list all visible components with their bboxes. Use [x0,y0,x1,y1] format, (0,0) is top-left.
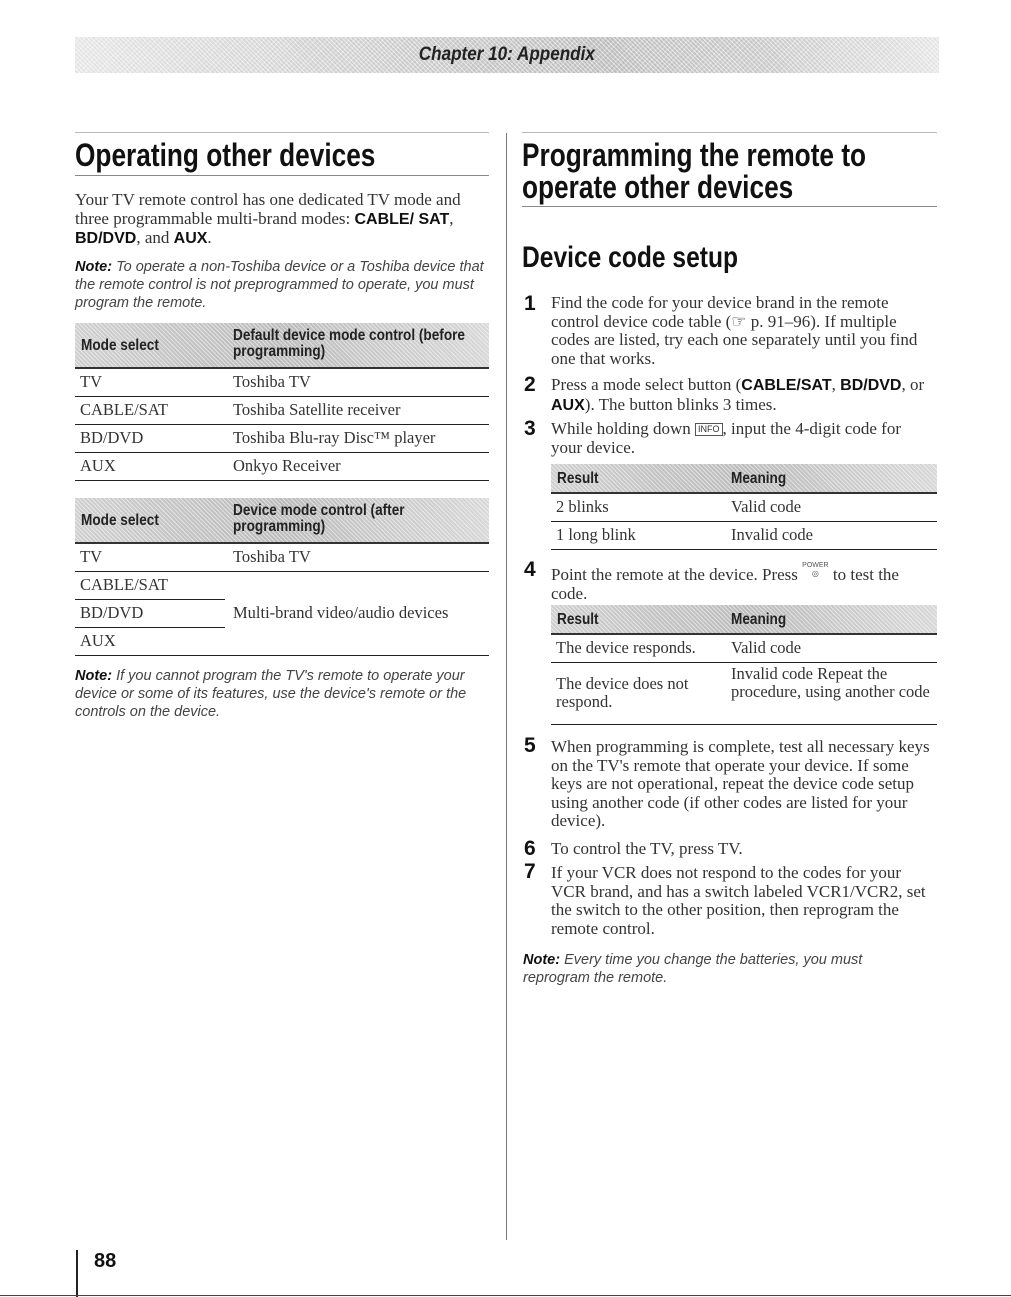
table-row [75,453,489,481]
step-number: 7 [524,860,536,883]
note-batteries [523,951,933,987]
step-2-text-part: Press a mode select button ( [551,375,742,394]
page-number: 88 [94,1250,117,1272]
intro-mode-bddvd: BD/DVD [75,230,137,247]
note-label: Note: [523,952,561,968]
step-number: 4 [524,558,536,581]
table-header [551,464,937,494]
column-header-meaning: Meaning [731,611,787,628]
table-cell: Invalid code Repeat the procedure, using another code [731,664,930,701]
intro-text: Your TV remote control has one dedicated TV mode and three programmable multi-brand modes: [75,190,461,228]
column-header-result: Result [557,611,599,628]
step-4-text-part: Point the remote at the device. Press [551,565,803,584]
default-mode-table [75,323,489,481]
chapter-title: Chapter 10: Appendix [418,44,596,65]
right-heading-line2: operate other devices [522,169,794,205]
table-row [75,544,489,572]
table-row [75,369,489,397]
column-header-mode-select: Mode select [81,337,159,354]
intro-sep: , [449,208,454,228]
table-cell: Invalid code [731,525,814,544]
step-number: 3 [524,417,536,440]
info-button-icon: INFO [695,423,723,436]
table-row [551,663,937,725]
column-header-after-control: Device mode control (after programming) [233,502,405,535]
table-cell: TV [80,547,102,566]
left-heading-bottom-rule [75,175,489,176]
right-heading-bottom-rule [522,206,937,207]
step-number: 2 [524,373,536,396]
column-header-meaning: Meaning [731,470,787,487]
table-header [551,605,937,635]
column-header-default-control: Default device mode control (before programming) [233,327,465,360]
table-row [551,494,937,522]
footer-bottom-rule [0,1295,1011,1296]
note-program-remote [75,258,485,312]
right-heading-line1: Programming the remote to [522,137,867,173]
step-6-text: To control the TV, press TV. [551,839,743,858]
step-number: 1 [524,292,536,315]
table-row [551,635,937,663]
step-number: 5 [524,734,536,757]
column-header-mode-select: Mode select [81,512,159,529]
bddvd-button-label: BD/DVD [840,377,902,394]
step-3-text-part: , input the 4-digit code for your device. [551,419,901,457]
table-cell: AUX [80,456,116,475]
table-cell: The device does not respond. [556,674,689,711]
intro-mode-cablesat: CABLE/ SAT [354,210,450,228]
note-cannot-program [75,667,485,721]
table-cell: Toshiba Satellite receiver [233,400,401,419]
step-number: 6 [524,837,536,860]
device-response-table [551,605,937,725]
after-programming-table [75,498,489,656]
table-cell: BD/DVD [80,428,144,447]
table-row [75,600,225,628]
page-number-bar [76,1250,78,1297]
step-4-text-part: to test the code. [551,565,899,603]
merged-rows-group [75,572,489,656]
table-cell: CABLE/SAT [80,400,169,419]
table-cell: Toshiba TV [233,547,311,566]
table-cell: CABLE/SAT [80,575,169,594]
intro-sep: , and [136,228,174,247]
cablesat-button-label: CABLE/SAT [741,377,832,394]
step-3-text-part: While holding down [551,419,696,438]
power-button-icon: POWER ◎ [802,562,829,578]
table-cell: The device responds. [556,638,696,657]
step-3-text [551,420,936,457]
table-cell: TV [80,372,102,391]
intro-paragraph [75,191,495,249]
left-heading-top-rule [75,132,489,133]
step-5-text: When programming is complete, test all necessary keys on the TV's remote that operate your device. If some keys are not operational, repeat the device code setup using another code (if other codes are listed for your device). [551,737,930,830]
table-row [551,522,937,550]
table-cell: Onkyo Receiver [233,456,341,475]
step-7-text: If your VCR does not respond to the codes for your VCR brand, and has a switch labeled VCR1/VCR2, set the switch to the other position, then reprogram the remote control. [551,863,926,938]
table-cell: Toshiba TV [233,372,311,391]
note-text: Every time you change the batteries, you must reprogram the remote. [523,952,863,986]
column-header-result: Result [557,470,599,487]
left-heading: Operating other devices [75,137,376,173]
step-2-text [551,376,941,415]
table-row [75,572,225,600]
step-2-text-part: , or [901,375,925,394]
note-label: Note: [75,259,113,275]
power-icon-label: POWER [802,562,829,569]
table-row [75,425,489,453]
step-4-text [551,561,936,603]
note-text: To operate a non-Toshiba device or a Toshiba device that the remote control is not preprogrammed to operate, you must program the remote. [75,259,484,311]
note-text: If you cannot program the TV's remote to operate your device or some of its features, use the device's remote or the controls on the device. [75,668,467,720]
aux-button-label: AUX [551,396,585,414]
table-row [75,397,489,425]
step-1-text: Find the code for your device brand in the remote control device code table (☞ p. 91–96). If multiple codes are listed, try each one separately until you find one that works. [551,293,918,368]
column-divider [506,133,507,1240]
table-cell: Valid code [731,638,802,657]
table-cell-merged: Multi-brand video/audio devices [233,603,449,622]
table-cell: AUX [80,631,116,650]
table-header [75,498,489,544]
intro-mode-aux: AUX [173,230,208,247]
blink-result-table [551,464,937,550]
step-2-sep: , [831,375,841,394]
table-cell: Toshiba Blu-ray Disc™ player [233,428,436,447]
device-code-setup-heading: Device code setup [522,241,739,274]
right-heading-top-rule [522,132,937,133]
table-header [75,323,489,369]
step-2-text-part: ). The button blinks 3 times. [584,394,777,414]
table-cell: Valid code [731,497,802,516]
chapter-header-band [75,37,939,73]
intro-end: . [207,228,212,247]
note-label: Note: [75,668,113,684]
table-cell: 1 long blink [556,525,636,544]
table-cell: 2 blinks [556,497,609,516]
table-cell: BD/DVD [80,603,144,622]
table-row [75,628,225,656]
